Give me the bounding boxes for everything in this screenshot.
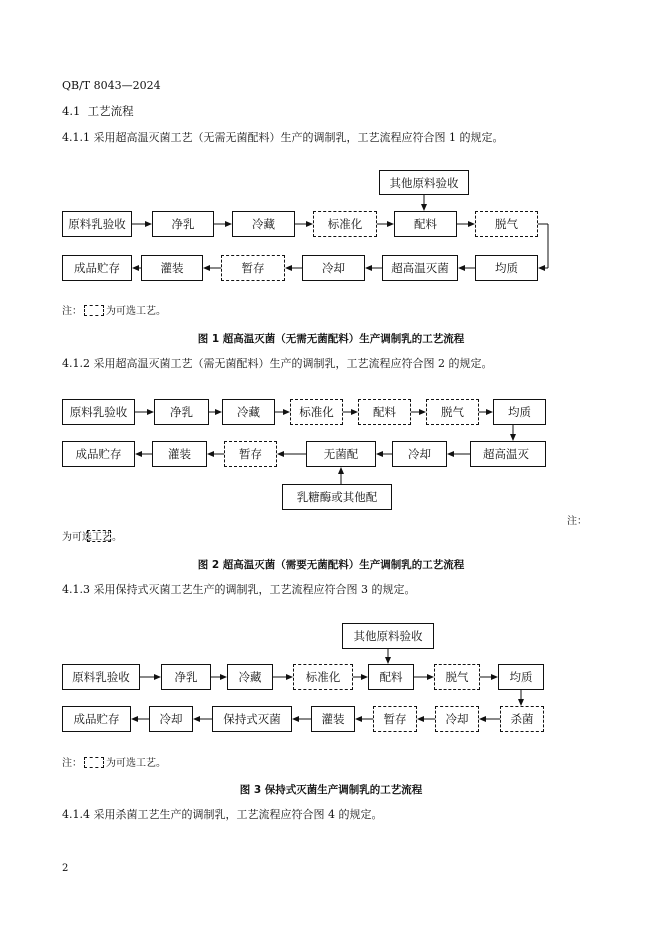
fig1-box-clarify: 净乳 bbox=[152, 211, 214, 237]
fig3-box-temp-store: 暂存 bbox=[373, 706, 417, 732]
fig1-box-other-materials: 其他原料验收 bbox=[379, 170, 469, 195]
fig2-box-lactase: 乳糖酶或其他配 bbox=[282, 484, 392, 510]
fig2-box-cold-store: 冷藏 bbox=[222, 399, 275, 425]
fig3-note-prefix: 注： bbox=[62, 758, 82, 769]
fig2-box-product-store: 成品贮存 bbox=[62, 441, 135, 467]
fig2-box-filling: 灌装 bbox=[152, 441, 207, 467]
fig2-box-uht: 超高温灭 bbox=[470, 441, 546, 467]
fig1-box-degas: 脱气 bbox=[475, 211, 538, 237]
fig1-caption: 图 1 超高温灭菌（无需无菌配料）生产调制乳的工艺流程 bbox=[197, 333, 465, 345]
paragraph-4-1-2: 4.1.2 采用超高温灭菌工艺（需无菌配料）生产的调制乳，工艺流程应符合图 2 的规定。 bbox=[62, 357, 493, 370]
fig1-box-product-store: 成品贮存 bbox=[62, 255, 132, 281]
fig2-caption: 图 2 超高温灭菌（需要无菌配料）生产调制乳的工艺流程 bbox=[197, 559, 465, 571]
fig3-box-product-store: 成品贮存 bbox=[62, 706, 131, 732]
fig2-box-batching: 配料 bbox=[358, 399, 411, 425]
fig1-note-suffix: 为可选工艺。 bbox=[106, 306, 166, 317]
fig1-box-raw-milk: 原料乳验收 bbox=[62, 211, 132, 237]
fig1-box-homogenize: 均质 bbox=[475, 255, 538, 281]
standard-code: QB/T 8043—2024 bbox=[62, 79, 161, 92]
fig1-box-uht: 超高温灭菌 bbox=[382, 255, 458, 281]
fig2-box-temp-store: 暂存 bbox=[224, 441, 277, 467]
fig3-box-homogenize: 均质 bbox=[498, 664, 544, 690]
fig3-box-raw-milk: 原料乳验收 bbox=[62, 664, 140, 690]
fig2-box-aseptic-batching: 无菌配 bbox=[306, 441, 376, 467]
fig3-box-retort: 保持式灭菌 bbox=[212, 706, 292, 732]
fig3-box-degas: 脱气 bbox=[434, 664, 480, 690]
fig1-note-prefix: 注： bbox=[62, 306, 82, 317]
section-number: 4.1 bbox=[62, 104, 81, 118]
fig1-box-temp-store: 暂存 bbox=[221, 255, 285, 281]
fig2-box-clarify: 净乳 bbox=[154, 399, 209, 425]
fig2-box-cooling: 冷却 bbox=[392, 441, 447, 467]
fig3-caption: 图 3 保持式灭菌生产调制乳的工艺流程 bbox=[239, 784, 423, 796]
fig1-box-batching: 配料 bbox=[394, 211, 457, 237]
fig3-note bbox=[62, 757, 166, 771]
paragraph-4-1-1: 4.1.1 采用超高温灭菌工艺（无需无菌配料）生产的调制乳，工艺流程应符合图 1 的规定。 bbox=[62, 131, 504, 144]
page-number: 2 bbox=[62, 863, 69, 874]
fig3-box-batching: 配料 bbox=[368, 664, 414, 690]
paragraph-4-1-3: 4.1.3 采用保持式灭菌工艺生产的调制乳，工艺流程应符合图 3 的规定。 bbox=[62, 583, 416, 596]
section-title: 工艺流程 bbox=[87, 104, 134, 118]
fig2-note-left: 为可选工艺。 bbox=[62, 532, 122, 543]
fig2-note-right: 注： bbox=[567, 516, 587, 527]
fig3-note-suffix: 为可选工艺。 bbox=[106, 758, 166, 769]
fig2-box-degas: 脱气 bbox=[426, 399, 479, 425]
fig3-box-cold-store: 冷藏 bbox=[227, 664, 273, 690]
fig3-box-clarify: 净乳 bbox=[161, 664, 211, 690]
fig1-box-cold-store: 冷藏 bbox=[232, 211, 295, 237]
fig3-box-filling: 灌装 bbox=[311, 706, 355, 732]
fig1-box-standardize: 标准化 bbox=[313, 211, 377, 237]
fig1-box-filling: 灌装 bbox=[141, 255, 203, 281]
fig3-box-other-materials: 其他原料验收 bbox=[342, 623, 434, 649]
fig3-box-standardize: 标准化 bbox=[293, 664, 353, 690]
fig3-box-cooling: 冷却 bbox=[435, 706, 479, 732]
fig3-note-dashed-sample bbox=[84, 757, 104, 768]
fig2-box-homogenize: 均质 bbox=[493, 399, 546, 425]
fig3-box-cooling-final: 冷却 bbox=[149, 706, 193, 732]
fig2-box-standardize: 标准化 bbox=[290, 399, 343, 425]
fig2-box-raw-milk: 原料乳验收 bbox=[62, 399, 135, 425]
fig1-box-cooling: 冷却 bbox=[302, 255, 365, 281]
paragraph-4-1-4: 4.1.4 采用杀菌工艺生产的调制乳，工艺流程应符合图 4 的规定。 bbox=[62, 808, 383, 821]
fig3-box-pasteurize: 杀菌 bbox=[500, 706, 544, 732]
